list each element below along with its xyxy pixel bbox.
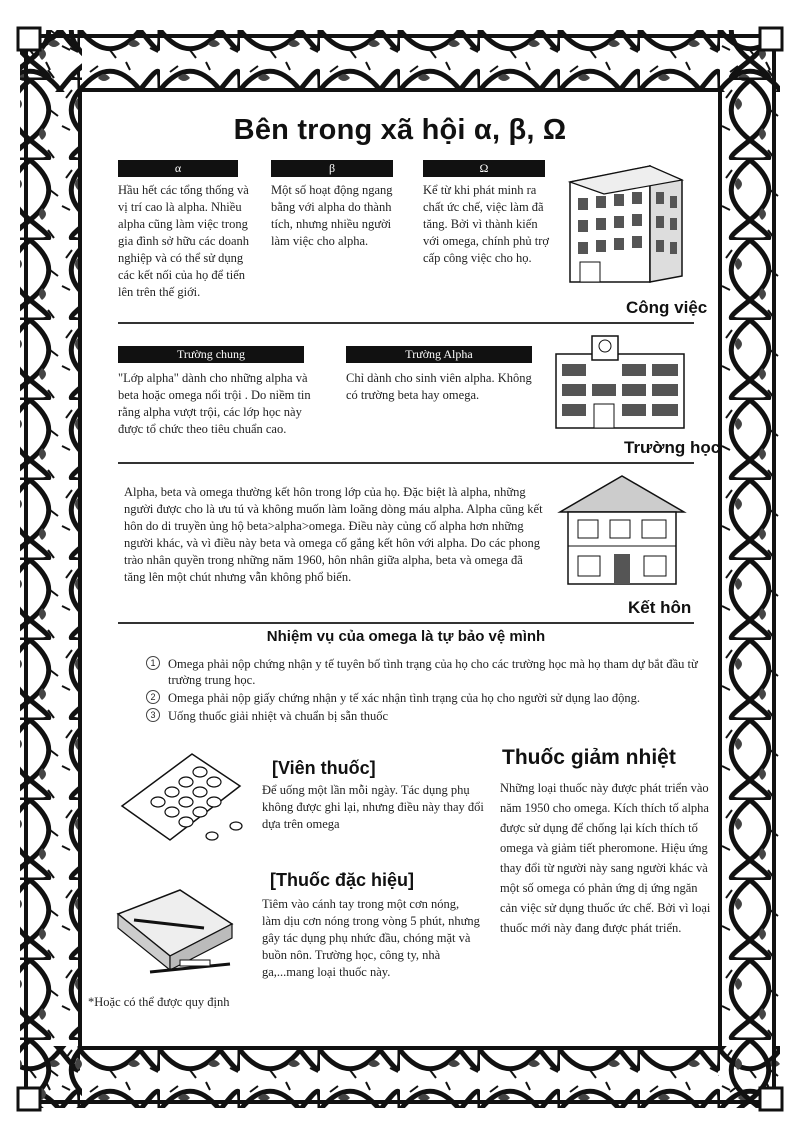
special-text: Tiêm vào cánh tay trong một cơn nóng, làm dịu cơn nóng trong vòng 5 phút, nhưng gây tác dụng phụ nhức đầu, chóng mặt và buồn nôn. Trường học, công ty, nhà ga,...mang loại thuốc này.: [262, 897, 480, 979]
divider: [118, 322, 694, 324]
pills-heading: [Viên thuốc]: [272, 758, 376, 778]
duty-text: Uống thuốc giải nhiệt và chuẩn bị sẵn thuốc: [168, 709, 389, 723]
duty-text: Omega phải nộp chứng nhận y tế tuyên bố tình trạng của họ cho các trường học mà họ tham dự bắt đầu từ trường trung học.: [168, 657, 698, 687]
beta-work-text: Một số hoạt động ngang bằng với alpha do thành tích, nhưng nhiều người làm việc cho alpha.: [271, 183, 393, 248]
list-item: [146, 656, 706, 688]
injector-case-illustration: [110, 884, 240, 984]
duty-text: Omega phải nộp giấy chứng nhận y tế xác nhận tình trạng của họ cho người sử dụng lao động.: [168, 691, 640, 705]
house-illustration: [556, 472, 688, 588]
list-item: [146, 690, 706, 706]
general-school-text: "Lớp alpha" dành cho những alpha và beta hoặc omega nổi trội . Do niềm tin rằng alpha vượt trội, các lớp học này được tổ chức theo tiêu chuẩn cao.: [118, 371, 311, 436]
number-badge: 2: [146, 690, 160, 704]
pill-blister-pack-illustration: [112, 746, 262, 856]
omega-header: Ω: [423, 160, 545, 177]
suppressant-heading: Thuốc giảm nhiệt: [502, 746, 676, 769]
marriage-label: Kết hôn: [628, 598, 692, 617]
school-label: Trường học: [624, 438, 721, 457]
special-heading: [Thuốc đặc hiệu]: [270, 870, 414, 890]
footnote: *Hoặc có thể được quy định: [88, 995, 230, 1009]
school-building-illustration: [552, 332, 688, 430]
alpha-header: α: [118, 160, 238, 177]
duties-heading: Nhiệm vụ của omega là tự bảo vệ mình: [266, 628, 546, 645]
alpha-school-header: Trường Alpha: [346, 346, 532, 363]
pills-text: Để uống một lần mỗi ngày. Tác dụng phụ không được ghi lại, nhưng điều này thay đổi dựa trên omega: [262, 783, 484, 831]
work-label: Công việc: [626, 298, 708, 317]
alpha-school-text: Chỉ dành cho sinh viên alpha. Không có trường beta hay omega.: [346, 371, 532, 402]
marriage-text: Alpha, beta và omega thường kết hôn trong lớp của họ. Đặc biệt là alpha, những người được cho là ưu tú và không muốn làm loãng dòng máu alpha. Alpha cũng kết hôn do di truyền ủng hộ beta>alpha>omega. Điều này củng cố alpha hơn những người khác, và vì điều này beta và omega cố gắng kết hôn với alpha. Do các phong trào nhân quyền trong những năm 1960, hôn nhân giữa alpha, beta và omega đã tăng lên một chút nhưng vẫn không phổ biến.: [124, 485, 543, 584]
duties-list: [146, 656, 706, 724]
office-building-illustration: [566, 162, 686, 286]
suppressant-text: Những loại thuốc này được phát triển vào năm 1950 cho omega. Kích thích tố alpha được sử dụng để chống lại kích thích tố omega và giảm tiết pheromone. Hiệu ứng thay đổi từ người này sang người khác và một số omega có phản ứng dị ứng ngăn cản việc sử dụng thuốc ức chế. Bởi vì loại thuốc mới này đang được phát triển.: [500, 781, 711, 935]
omega-work-text: Kể từ khi phát minh ra chất ức chế, việc làm đã tăng. Bởi vì thành kiến với omega, chính phủ trợ cấp công việc cho họ.: [423, 183, 550, 265]
number-badge: 3: [146, 708, 160, 722]
divider: [118, 462, 694, 464]
list-item: [146, 708, 706, 724]
number-badge: 1: [146, 656, 160, 670]
alpha-work-text: Hầu hết các tổng thống và vị trí cao là alpha. Nhiều alpha cũng làm việc trong gia đình sở hữu các doanh nghiệp và có thể sử dụng các kết nối của họ để tiến lên trên thế giới.: [118, 183, 250, 299]
beta-header: β: [271, 160, 393, 177]
general-school-header: Trường chung: [118, 346, 304, 363]
divider: [118, 622, 694, 624]
page-title: Bên trong xã hội α, β, Ω: [233, 114, 567, 146]
